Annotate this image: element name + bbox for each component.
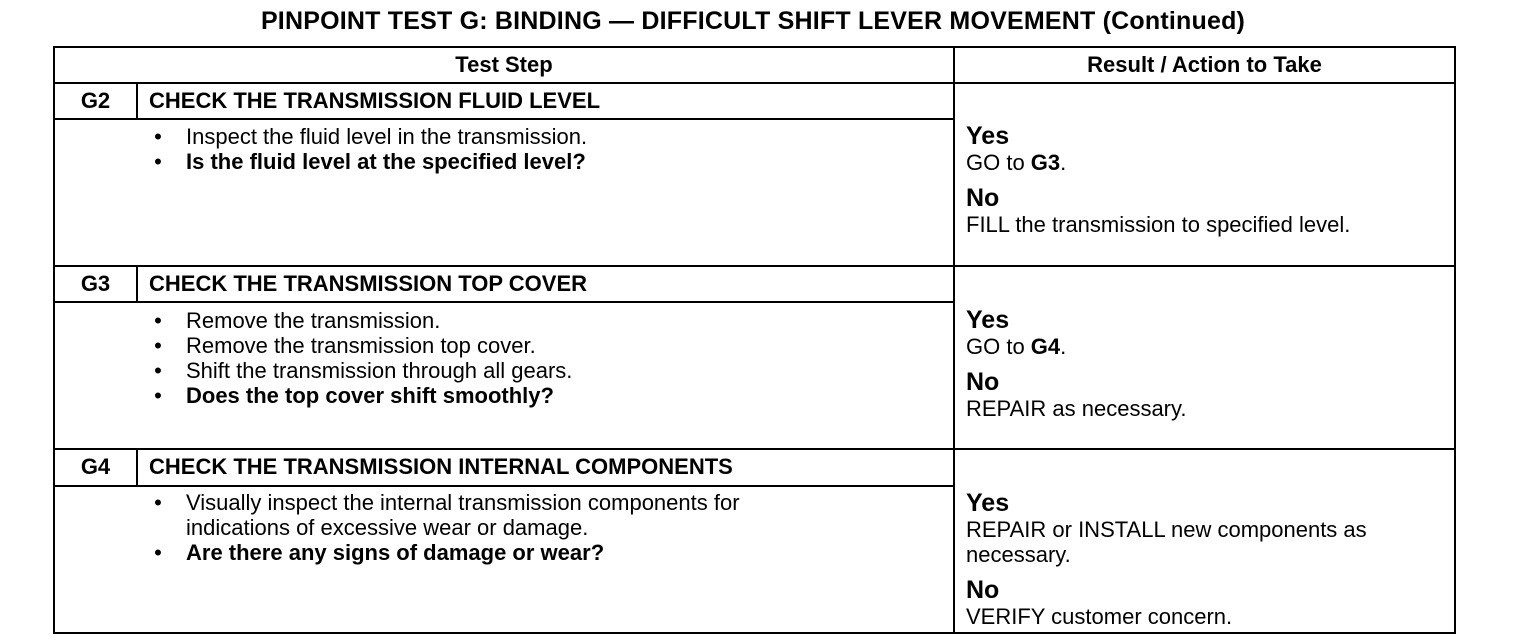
step-id: G4 (80, 454, 111, 479)
step-id-divider (136, 82, 138, 119)
step-title-rule (53, 301, 954, 303)
step-ref-link[interactable]: G3 (1030, 150, 1061, 175)
step-id: G2 (80, 88, 111, 113)
bullet-item: • Are there any signs of damage or wear? (148, 540, 848, 565)
no-action: REPAIR as necessary. (966, 396, 1187, 421)
step-bullets (148, 308, 948, 408)
no-label: No (966, 184, 1000, 212)
bullet-icon: • (154, 124, 162, 149)
header-test-step: Test Step (455, 52, 553, 77)
step-title-rule (53, 118, 954, 120)
no-action: FILL the transmission to specified level. (966, 212, 1351, 237)
step-id-divider (136, 266, 138, 303)
bullet-icon: • (154, 383, 162, 408)
bullet-item: • Is the fluid level at the specified level? (148, 149, 948, 174)
yes-action: GO to G4. (966, 334, 1067, 359)
header-result: Result / Action to Take (1087, 52, 1322, 77)
yes-label: Yes (966, 306, 1010, 334)
bullet-icon: • (154, 149, 162, 174)
step-title: CHECK THE TRANSMISSION INTERNAL COMPONENTS (149, 454, 733, 479)
bullet-icon: • (154, 540, 162, 565)
step-id: G3 (80, 271, 111, 296)
bullet-item: • Remove the transmission top cover. (148, 333, 948, 358)
bullet-icon: • (154, 333, 162, 358)
step-title: CHECK THE TRANSMISSION FLUID LEVEL (149, 88, 601, 113)
step-bullets (148, 490, 848, 565)
step-title-rule (53, 485, 954, 487)
bullet-icon: • (154, 358, 162, 383)
yes-label: Yes (966, 489, 1010, 517)
no-action: VERIFY customer concern. (966, 604, 1233, 629)
bullet-item: • Does the top cover shift smoothly? (148, 383, 948, 408)
bullet-item: • Remove the transmission. (148, 308, 948, 333)
bullet-icon: • (154, 308, 162, 333)
yes-action: REPAIR or INSTALL new components as necessary. (966, 517, 1367, 567)
step-result (966, 122, 1446, 246)
no-label: No (966, 368, 1000, 396)
step-title: CHECK THE TRANSMISSION TOP COVER (149, 271, 588, 296)
step-bullets (148, 124, 948, 174)
bullet-item: • Visually inspect the internal transmission components for indications of excessive wear or damage. (148, 490, 848, 540)
yes-label: Yes (966, 122, 1010, 150)
step-result (966, 489, 1444, 638)
bullet-icon: • (154, 490, 162, 515)
step-result (966, 306, 1446, 430)
no-label: No (966, 576, 1000, 604)
step-id-divider (136, 449, 138, 486)
page-title: PINPOINT TEST G: BINDING — DIFFICULT SHIFT LEVER MOVEMENT (Continued) (260, 7, 1246, 35)
bullet-item: • Inspect the fluid level in the transmission. (148, 124, 948, 149)
step-ref-link[interactable]: G4 (1030, 334, 1061, 359)
bullet-item: • Shift the transmission through all gears. (148, 358, 948, 383)
yes-action: GO to G3. (966, 150, 1067, 175)
column-divider (953, 46, 955, 634)
